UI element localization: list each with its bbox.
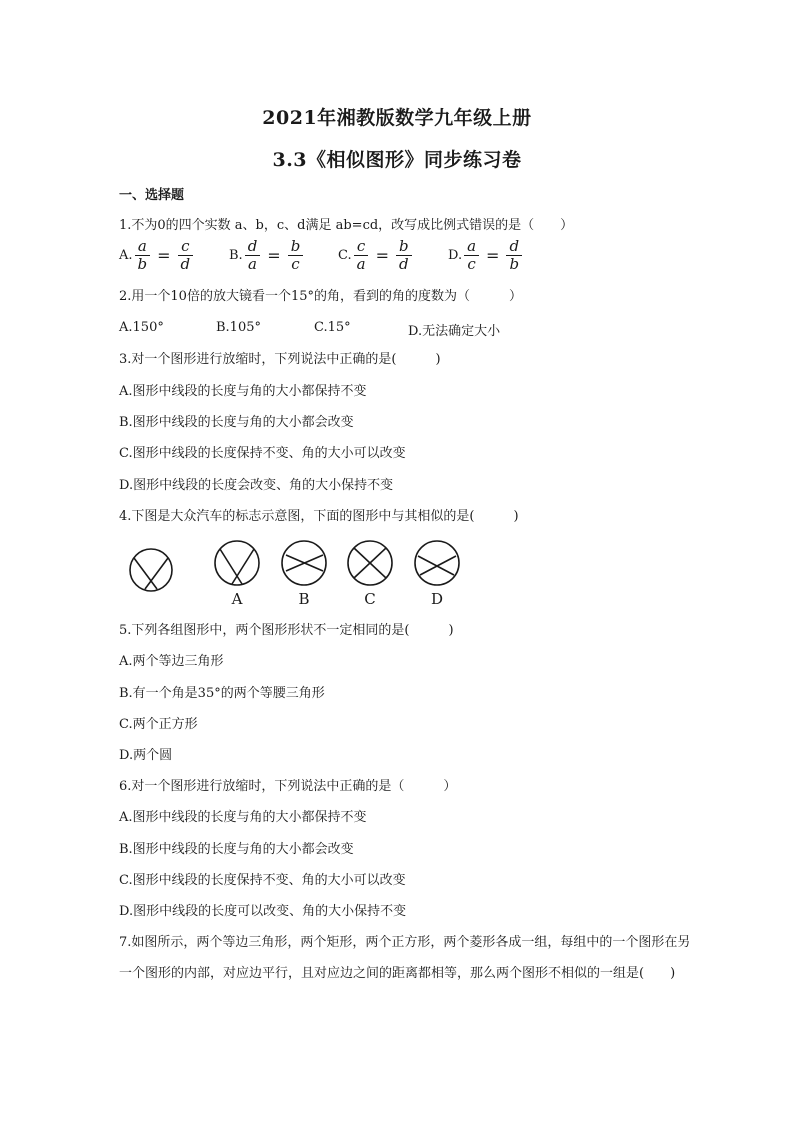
question-2-stem: 2.用一个10倍的放大镜看一个15°的角，看到的角的度数为（ ） [119, 289, 522, 304]
figure-label-d: D [430, 590, 444, 608]
option-label: C. [338, 248, 352, 263]
q3-option-b: B.图形中线段的长度与角的大小都会改变 [119, 415, 354, 430]
q3-option-a: A.图形中线段的长度与角的大小都保持不变 [119, 384, 367, 399]
q6-option-a: A.图形中线段的长度与角的大小都保持不变 [119, 810, 367, 825]
q3-option-d: D.图形中线段的长度会改变、角的大小保持不变 [119, 478, 394, 493]
q6-option-c: C.图形中线段的长度保持不变、角的大小可以改变 [119, 873, 406, 888]
figure-label-c: C [364, 590, 376, 608]
q2-option-d: D.无法确定大小 [408, 324, 501, 339]
q1-option-d: D. $\frac{a}{c}$ = $\frac{d}{b}$ [448, 238, 524, 273]
section-heading: 一、选择题 [119, 188, 185, 203]
doc-subtitle: 3.3《相似图形》同步练习卷 [272, 149, 522, 171]
question-3-stem: 3.对一个图形进行放缩时，下列说法中正确的是( ) [119, 352, 441, 367]
figure-label-b: B [298, 590, 310, 608]
option-label: A. [119, 248, 133, 263]
question-7-stem: 7.如图所示，两个等边三角形，两个矩形，两个正方形，两个菱形各成一组，每组中的一个图形在另一个图形的内部，对应边平行，且对应边之间的距离都相等，那么两个图形不相似的一组是( ) [119, 935, 691, 981]
question-4-stem: 4.下图是大众汽车的标志示意图，下面的图形中与其相似的是( ) [119, 509, 519, 524]
option-label: D. [448, 248, 463, 263]
question-5-stem: 5.下列各组图形中，两个图形形状不一定相同的是( ) [119, 623, 454, 638]
q2-option-a: A.150° [119, 320, 164, 335]
q5-option-a: A.两个等边三角形 [119, 654, 224, 669]
question-1-stem: 1.不为0的四个实数 a、b，c、d满足 ab=cd，改写成比例式错误的是（ ） [119, 218, 574, 233]
doc-title: 2021年湘教版数学九年级上册 [262, 107, 532, 129]
q1-option-b: B. $\frac{d}{a}$ = $\frac{b}{c}$ [229, 238, 305, 273]
reference-logo-figure [130, 549, 172, 591]
q5-option-c: C.两个正方形 [119, 717, 198, 732]
q1-option-a: A. $\frac{a}{b}$ = $\frac{c}{d}$ [119, 238, 195, 273]
figure-label-a: A [231, 590, 243, 608]
q1-option-c: C. $\frac{c}{a}$ = $\frac{b}{d}$ [338, 238, 414, 273]
q5-option-b: B.有一个角是35°的两个等腰三角形 [119, 686, 325, 701]
figure-option-c [348, 541, 392, 585]
figure-option-b [282, 541, 326, 585]
figure-option-d [415, 541, 459, 585]
option-label: B. [229, 248, 243, 263]
q2-option-c: C.15° [314, 320, 351, 335]
q5-option-d: D.两个圆 [119, 748, 173, 763]
q2-option-b: B.105° [216, 320, 261, 335]
q6-option-b: B.图形中线段的长度与角的大小都会改变 [119, 842, 354, 857]
question-6-stem: 6.对一个图形进行放缩时，下列说法中正确的是（ ） [119, 779, 457, 794]
figure-option-a [215, 541, 259, 585]
q3-option-c: C.图形中线段的长度保持不变、角的大小可以改变 [119, 446, 406, 461]
q6-option-d: D.图形中线段的长度可以改变、角的大小保持不变 [119, 904, 407, 919]
